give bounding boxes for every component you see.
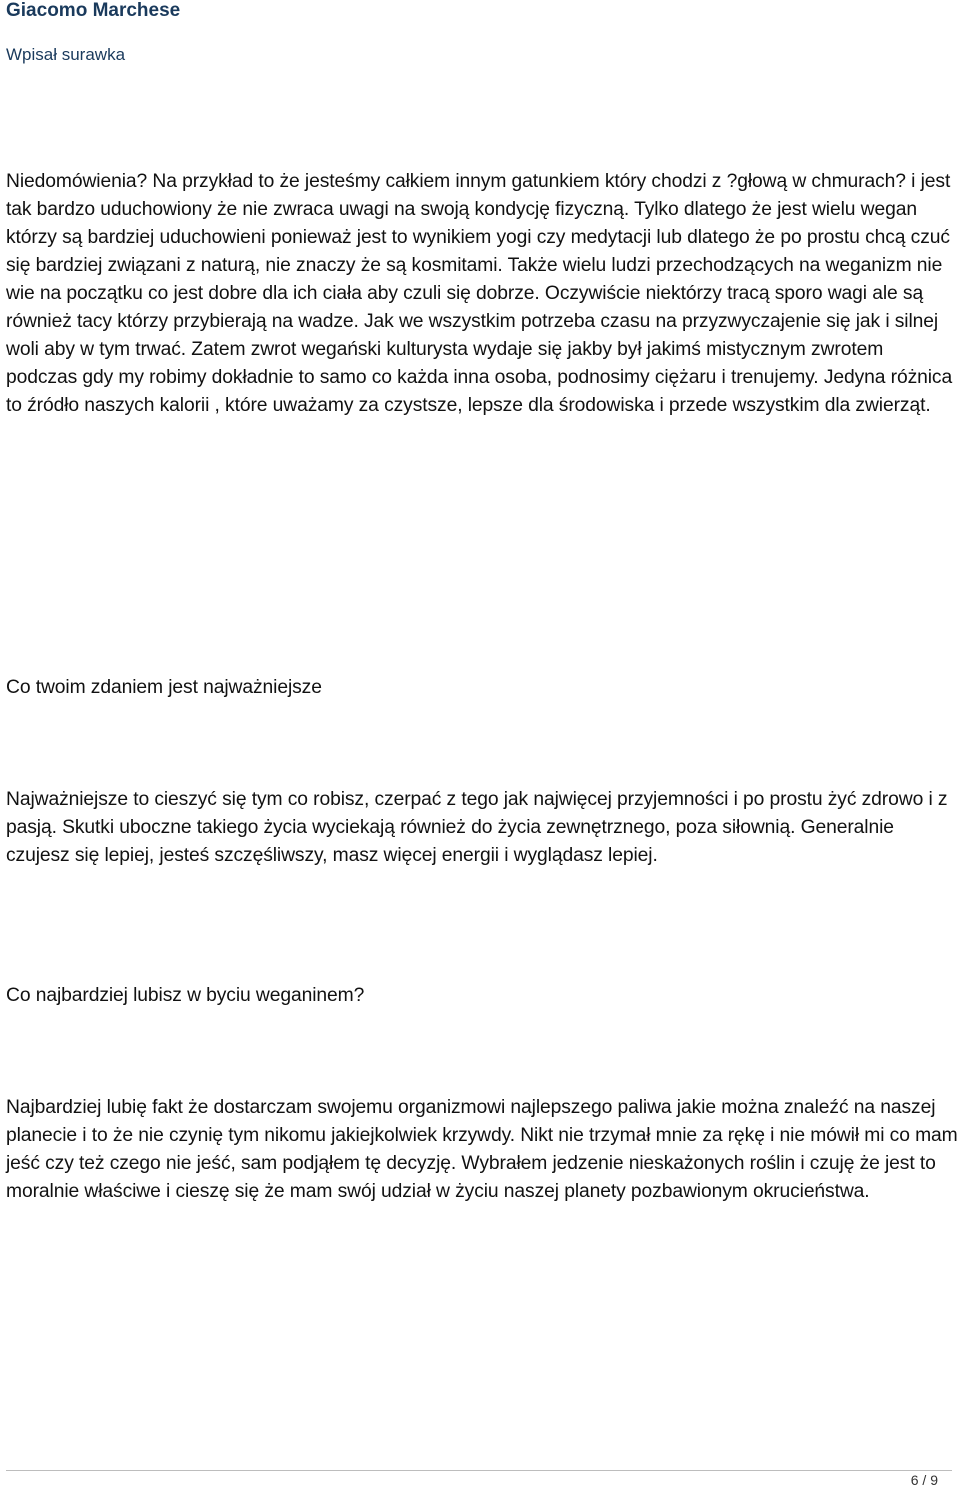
article-paragraph: Najbardziej lubię fakt że dostarczam swojemu organizmowi najlepszego paliwa jakie można znaleźć na naszej planecie i to że nie czynię tym nikomu jakiejkolwiek krzywdy. Nikt nie trzymał mnie za rękę i nie mówił mi co mam jeść czy też czego nie jeść, sam podjąłem tę decyzję. Wybrałem jedzenie nieskażonych roślin i czuję że jest to moralnie właściwe i cieszę się że mam swój udział w życiu naszej planety pozbawionym okrucieństwa.	[6, 1097, 958, 1202]
byline: Wpisał surawka	[6, 45, 126, 64]
article-paragraph: Niedomówienia? Na przykład to że jesteśmy całkiem innym gatunkiem który chodzi z ?głową w chmurach? i jest tak bardzo uduchowiony że nie zwraca uwagi na swoją kondycję fizyczną. Tylko dlatego że jest wielu wegan którzy są bardziej uduchowieni ponieważ jest to wynikiem yogi czy medytacji lub dlatego że po prostu chcą czuć się bardziej związani z naturą, nie znaczy że są kosmitami. Także wielu ludzi przechodzących na weganizm nie wie na początku co jest dobre dla ich ciała aby czuli się dobrze. Oczywiście niektórzy tracą sporo wagi ale są również tacy którzy przybierają na wadze. Jak we wszystkim potrzeba czasu na przyzwyczajenie się jak i silnej woli aby w tym trwać. Zatem zwrot wegański kulturysta wydaje się jakby był jakimś mistycznym zwrotem podczas gdy my robimy dokładnie to samo co każda inna osoba, podnosimy ciężaru i trenujemy. Jedyna różnica to źródło naszych kalorii , które uważamy za czystsze, lepsze dla środowiska i przede wszystkim dla zwierząt.	[6, 171, 953, 416]
footer-divider	[6, 1470, 952, 1471]
article-paragraph: Najważniejsze to cieszyć się tym co robisz, czerpać z tego jak najwięcej przyjemności i po prostu żyć zdrowo i z pasją. Skutki uboczne takiego życia wyciekają również do życia zewnętrznego, poza siłownią. Generalnie czujesz się lepiej, jesteś szczęśliwszy, masz więcej energii i wyglądasz lepiej.	[6, 789, 948, 866]
interview-question: Co twoim zdaniem jest najważniejsze	[6, 677, 322, 698]
page-number: 6 / 9	[910, 1472, 938, 1488]
author-name: Giacomo Marchese	[6, 0, 181, 21]
interview-question: Co najbardziej lubisz w byciu weganinem?	[6, 985, 365, 1006]
